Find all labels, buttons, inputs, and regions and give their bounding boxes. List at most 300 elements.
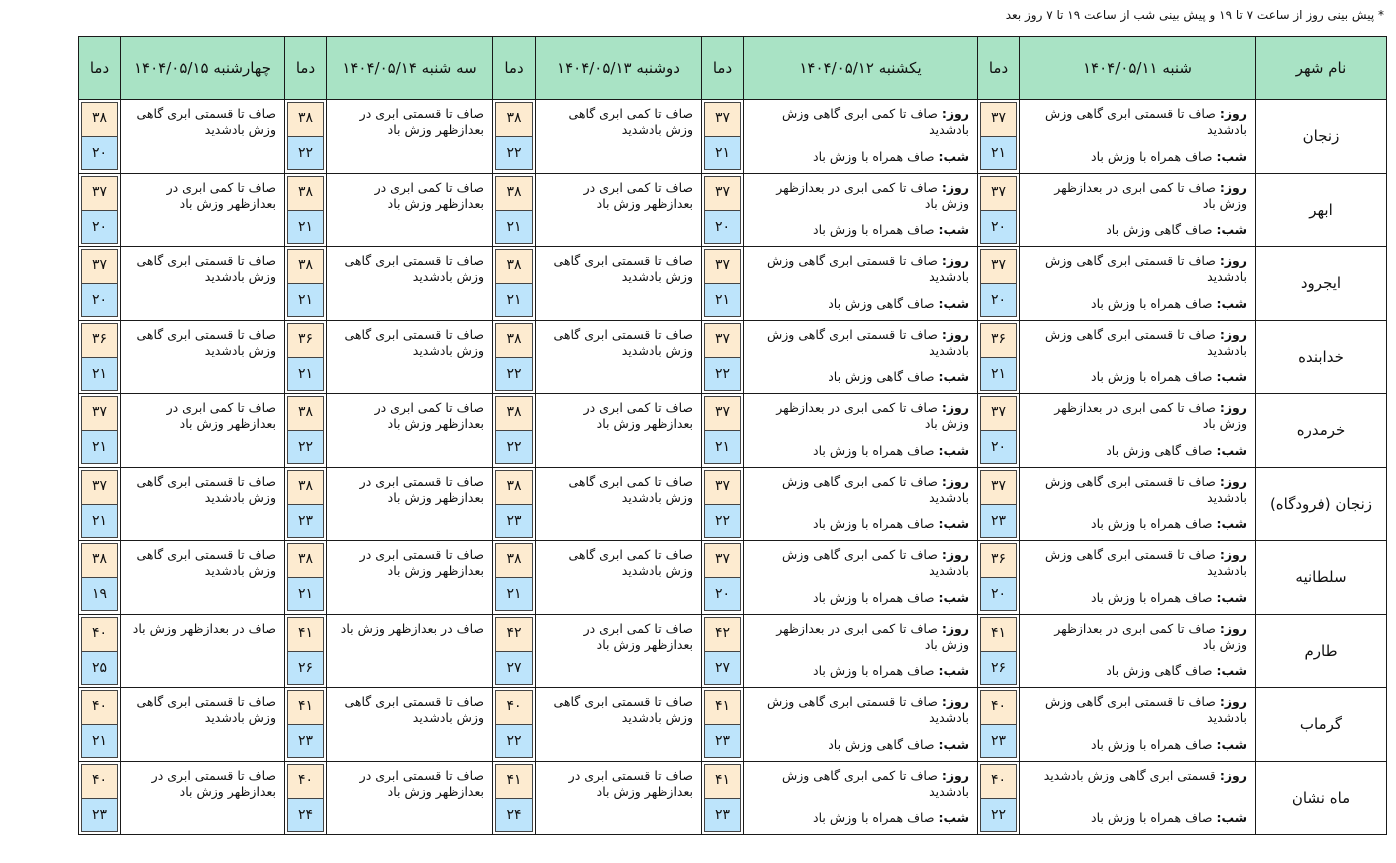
d5-temperature (79, 247, 121, 321)
d3-forecast (536, 467, 702, 541)
min-temp: ۲۱ (81, 504, 118, 538)
min-temp: ۲۱ (287, 210, 324, 244)
d1-forecast (1020, 614, 1256, 688)
day-label: روز: (1219, 473, 1247, 489)
night-text: صاف همراه با وزش باد (813, 442, 935, 458)
day2-temp-header: دما (702, 37, 744, 100)
min-temp: ۲۱ (980, 136, 1017, 170)
min-temp: ۲۰ (980, 210, 1017, 244)
forecast-text: صاف تا کمی ابری گاهی وزش بادشدید (568, 547, 693, 578)
max-temp: ۳۸ (287, 102, 324, 136)
max-temp: ۴۰ (81, 690, 118, 724)
temperature-box (79, 762, 120, 834)
night-label: شب: (938, 369, 969, 384)
min-temp: ۲۲ (704, 504, 741, 538)
max-temp: ۳۸ (287, 396, 324, 430)
d4-temperature (285, 467, 327, 541)
night-forecast (752, 369, 969, 385)
temperature-box (702, 394, 743, 466)
day-label: روز: (941, 620, 969, 636)
d5-temperature (79, 761, 121, 835)
d3-forecast (536, 100, 702, 174)
temperature-box (79, 688, 120, 760)
city-name: ایجرود (1256, 247, 1387, 321)
temperature-box (978, 394, 1019, 466)
max-temp: ۴۰ (980, 764, 1017, 798)
day-label: روز: (1219, 694, 1247, 709)
night-label: شب: (938, 295, 969, 311)
temperature-box (493, 394, 535, 466)
night-text: صاف گاهی وزش باد (828, 295, 935, 311)
day-text: صاف تا کمی ابری در بعدازظهر وزش باد (1054, 179, 1247, 211)
header-row (79, 37, 1387, 100)
forecast-text: صاف تا قسمتی ابری گاهی وزش بادشدید (553, 326, 693, 358)
d4-temperature (285, 100, 327, 174)
forecast-text: صاف تا قسمتی ابری در بعدازظهر وزش باد (359, 473, 484, 505)
d2-forecast (744, 541, 978, 615)
max-temp: ۳۸ (495, 249, 533, 283)
min-temp: ۲۱ (81, 724, 118, 758)
min-temp: ۲۱ (495, 210, 533, 244)
d5-temperature (79, 100, 121, 174)
d2-temperature (702, 100, 744, 174)
table-row (79, 688, 1387, 762)
d1-temperature (978, 394, 1020, 468)
max-temp: ۳۸ (287, 543, 324, 577)
temperature-box (79, 100, 120, 172)
day5-header: چهارشنبه ۱۴۰۴/۰۵/۱۵ (121, 37, 285, 100)
night-text: صاف همراه با وزش باد (813, 810, 935, 825)
temperature-box (702, 468, 743, 540)
night-forecast (752, 810, 969, 826)
night-text: صاف گاهی وزش باد (828, 736, 935, 752)
day-label: روز: (941, 106, 969, 121)
d3-temperature (493, 394, 536, 468)
forecast-text: صاف تا کمی ابری در بعدازظهر وزش باد (374, 400, 484, 431)
d1-temperature (978, 320, 1020, 394)
night-label: شب: (1216, 663, 1247, 678)
d5-forecast (121, 761, 285, 835)
d2-forecast (744, 394, 978, 468)
d2-temperature (702, 173, 744, 247)
min-temp: ۲۱ (704, 430, 741, 464)
day-text: قسمتی ابری گاهی وزش بادشدید (1043, 767, 1216, 783)
day-text: صاف تا کمی ابری گاهی وزش بادشدید (781, 106, 969, 137)
forecast-text: صاف تا قسمتی ابری گاهی وزش بادشدید (136, 473, 276, 505)
day4-header: سه شنبه ۱۴۰۴/۰۵/۱۴ (327, 37, 493, 100)
forecast-table-wrapper (78, 36, 1386, 835)
table-row (79, 320, 1387, 394)
day-text: صاف تا قسمتی ابری گاهی وزش بادشدید (1045, 326, 1247, 358)
night-text: صاف همراه با وزش باد (1091, 516, 1213, 531)
max-temp: ۴۱ (980, 617, 1017, 651)
max-temp: ۳۶ (980, 543, 1017, 577)
table-row (79, 173, 1387, 247)
night-text: صاف همراه با وزش باد (813, 663, 935, 678)
day-label: روز: (941, 473, 969, 489)
night-forecast (1028, 149, 1247, 165)
day-label: روز: (1219, 106, 1247, 121)
d5-forecast (121, 467, 285, 541)
d5-temperature (79, 394, 121, 468)
temperature-box (978, 688, 1019, 760)
min-temp: ۲۳ (287, 724, 324, 758)
temperature-box (702, 247, 743, 319)
d1-forecast (1020, 467, 1256, 541)
temperature-box (285, 174, 326, 246)
temperature-box (285, 688, 326, 760)
night-label: شب: (938, 736, 969, 752)
day-forecast (1028, 327, 1247, 359)
temperature-box (493, 174, 535, 246)
day-forecast (1028, 180, 1247, 212)
forecast-text: صاف تا کمی ابری گاهی وزش بادشدید (568, 106, 693, 137)
night-label: شب: (1216, 442, 1247, 458)
max-temp: ۳۸ (287, 249, 324, 283)
d2-temperature (702, 247, 744, 321)
d4-temperature (285, 247, 327, 321)
min-temp: ۲۲ (704, 357, 741, 391)
city-name: خرمدره (1256, 394, 1387, 468)
min-temp: ۲۲ (287, 136, 324, 170)
max-temp: ۳۷ (980, 102, 1017, 136)
max-temp: ۳۷ (704, 543, 741, 577)
forecast-note: * پیش بینی روز از ساعت ۷ تا ۱۹ و پیش بینی شب از ساعت ۱۹ تا ۷ روز بعد (1005, 8, 1384, 22)
d2-temperature (702, 394, 744, 468)
max-temp: ۴۰ (495, 690, 533, 724)
temperature-box (285, 468, 326, 540)
d5-temperature (79, 614, 121, 688)
min-temp: ۲۰ (704, 210, 741, 244)
max-temp: ۳۷ (81, 396, 118, 430)
night-forecast (752, 296, 969, 312)
d3-forecast (536, 688, 702, 762)
day1-header: شنبه ۱۴۰۴/۰۵/۱۱ (1020, 37, 1256, 100)
d3-temperature (493, 173, 536, 247)
max-temp: ۴۰ (980, 690, 1017, 724)
min-temp: ۲۲ (980, 798, 1017, 832)
max-temp: ۴۲ (704, 617, 741, 651)
table-row (79, 541, 1387, 615)
day-forecast (752, 327, 969, 359)
table-row (79, 100, 1387, 174)
min-temp: ۲۲ (495, 430, 533, 464)
d5-forecast (121, 320, 285, 394)
d3-temperature (493, 761, 536, 835)
min-temp: ۲۳ (287, 504, 324, 538)
d2-forecast (744, 247, 978, 321)
max-temp: ۴۰ (287, 764, 324, 798)
d1-temperature (978, 247, 1020, 321)
night-forecast (752, 516, 969, 532)
day-text: صاف تا قسمتی ابری گاهی وزش بادشدید (767, 326, 969, 358)
max-temp: ۳۶ (81, 323, 118, 357)
max-temp: ۴۱ (704, 690, 741, 724)
temperature-box (79, 541, 120, 613)
d4-forecast (327, 688, 493, 762)
city-name: سلطانیه (1256, 541, 1387, 615)
night-text: صاف همراه با وزش باد (813, 589, 935, 605)
max-temp: ۳۷ (81, 470, 118, 504)
d3-forecast (536, 541, 702, 615)
d1-forecast (1020, 394, 1256, 468)
min-temp: ۲۰ (81, 210, 118, 244)
min-temp: ۲۴ (287, 798, 324, 832)
d1-forecast (1020, 173, 1256, 247)
day-forecast (752, 694, 969, 726)
night-forecast (752, 663, 969, 679)
d1-temperature (978, 173, 1020, 247)
temperature-box (285, 100, 326, 172)
max-temp: ۳۷ (81, 249, 118, 283)
d5-temperature (79, 541, 121, 615)
temperature-box (79, 247, 120, 319)
max-temp: ۴۱ (287, 617, 324, 651)
day-text: صاف تا قسمتی ابری گاهی وزش بادشدید (1045, 106, 1247, 137)
forecast-text: صاف تا کمی ابری در بعدازظهر وزش باد (583, 179, 693, 211)
day-forecast (1028, 474, 1247, 506)
d3-forecast (536, 394, 702, 468)
d4-forecast (327, 761, 493, 835)
day-text: صاف تا کمی ابری در بعدازظهر وزش باد (776, 400, 969, 431)
forecast-text: صاف تا قسمتی ابری گاهی وزش بادشدید (344, 694, 484, 725)
night-label: شب: (938, 589, 969, 605)
min-temp: ۲۰ (81, 136, 118, 170)
night-label: شب: (938, 442, 969, 458)
temperature-box (978, 321, 1019, 393)
temperature-box (493, 762, 535, 834)
d4-temperature (285, 541, 327, 615)
night-forecast (1028, 369, 1247, 385)
d2-temperature (702, 614, 744, 688)
night-text: صاف گاهی وزش باد (828, 369, 935, 384)
temperature-box (285, 321, 326, 393)
d2-temperature (702, 688, 744, 762)
d4-forecast (327, 173, 493, 247)
night-text: صاف گاهی وزش باد (1106, 442, 1213, 458)
day-forecast (752, 621, 969, 653)
d3-forecast (536, 247, 702, 321)
forecast-text: صاف تا قسمتی ابری در بعدازظهر وزش باد (359, 547, 484, 578)
temperature-box (79, 321, 120, 393)
table-row (79, 467, 1387, 541)
min-temp: ۲۶ (980, 651, 1017, 685)
night-label: شب: (938, 516, 969, 531)
d3-temperature (493, 688, 536, 762)
temperature-box (79, 468, 120, 540)
day-forecast (1028, 253, 1247, 285)
night-label: شب: (938, 810, 969, 825)
d4-forecast (327, 320, 493, 394)
d4-temperature (285, 614, 327, 688)
day-forecast (1028, 547, 1247, 579)
d1-forecast (1020, 541, 1256, 615)
d5-temperature (79, 320, 121, 394)
min-temp: ۲۰ (980, 430, 1017, 464)
day-label: روز: (941, 179, 969, 195)
d4-temperature (285, 173, 327, 247)
day-label: روز: (1219, 326, 1247, 342)
forecast-text: صاف تا قسمتی ابری در بعدازظهر وزش باد (359, 106, 484, 137)
min-temp: ۲۵ (81, 651, 118, 685)
day-text: صاف تا قسمتی ابری گاهی وزش بادشدید (1045, 253, 1247, 284)
max-temp: ۳۸ (495, 176, 533, 210)
d3-temperature (493, 247, 536, 321)
max-temp: ۳۸ (495, 543, 533, 577)
day-label: روز: (941, 253, 969, 268)
day-forecast (1028, 621, 1247, 653)
min-temp: ۲۱ (81, 430, 118, 464)
city-name: خدابنده (1256, 320, 1387, 394)
min-temp: ۲۲ (495, 724, 533, 758)
min-temp: ۲۰ (81, 283, 118, 317)
temperature-box (702, 688, 743, 760)
max-temp: ۴۱ (495, 764, 533, 798)
d2-forecast (744, 467, 978, 541)
min-temp: ۲۱ (287, 283, 324, 317)
d5-temperature (79, 688, 121, 762)
night-text: صاف همراه با وزش باد (1091, 589, 1213, 605)
d2-forecast (744, 100, 978, 174)
d2-temperature (702, 320, 744, 394)
day3-header: دوشنبه ۱۴۰۴/۰۵/۱۳ (536, 37, 702, 100)
night-forecast (752, 737, 969, 753)
night-label: شب: (1216, 516, 1247, 531)
max-temp: ۴۱ (287, 690, 324, 724)
city-name: طارم (1256, 614, 1387, 688)
forecast-table (78, 36, 1387, 835)
day-label: روز: (941, 547, 969, 562)
min-temp: ۲۷ (704, 651, 741, 685)
day-text: صاف تا کمی ابری در بعدازظهر وزش باد (776, 620, 969, 652)
night-forecast (1028, 590, 1247, 606)
min-temp: ۲۷ (495, 651, 533, 685)
min-temp: ۲۱ (287, 577, 324, 611)
day-forecast (1028, 768, 1247, 784)
max-temp: ۳۶ (980, 323, 1017, 357)
max-temp: ۳۷ (980, 176, 1017, 210)
min-temp: ۲۱ (81, 357, 118, 391)
night-text: صاف همراه با وزش باد (1091, 810, 1213, 825)
d5-forecast (121, 247, 285, 321)
day-forecast (1028, 106, 1247, 138)
min-temp: ۲۱ (980, 357, 1017, 391)
forecast-text: صاف تا قسمتی ابری گاهی وزش بادشدید (136, 547, 276, 578)
day1-temp-header: دما (978, 37, 1020, 100)
temperature-box (493, 615, 535, 687)
max-temp: ۳۷ (704, 323, 741, 357)
max-temp: ۳۸ (287, 176, 324, 210)
day-text: صاف تا کمی ابری در بعدازظهر وزش باد (1054, 400, 1247, 431)
min-temp: ۲۱ (704, 136, 741, 170)
d1-forecast (1020, 247, 1256, 321)
night-text: صاف گاهی وزش باد (1106, 222, 1213, 237)
city-header: نام شهر (1256, 37, 1387, 100)
temperature-box (978, 615, 1019, 687)
day-forecast (1028, 400, 1247, 432)
d1-temperature (978, 761, 1020, 835)
forecast-text: صاف تا قسمتی ابری در بعدازظهر وزش باد (359, 767, 484, 799)
night-text: صاف همراه با وزش باد (1091, 295, 1213, 311)
night-text: صاف همراه با وزش باد (813, 222, 935, 237)
temperature-box (285, 394, 326, 466)
d3-forecast (536, 614, 702, 688)
night-forecast (1028, 810, 1247, 826)
min-temp: ۲۴ (495, 798, 533, 832)
night-label: شب: (1216, 369, 1247, 384)
d5-forecast (121, 688, 285, 762)
temperature-box (493, 541, 535, 613)
min-temp: ۲۳ (495, 504, 533, 538)
d4-forecast (327, 247, 493, 321)
max-temp: ۳۸ (495, 396, 533, 430)
d5-temperature (79, 173, 121, 247)
night-forecast (1028, 296, 1247, 312)
night-label: شب: (938, 222, 969, 237)
night-label: شب: (938, 663, 969, 678)
d1-temperature (978, 541, 1020, 615)
city-name: ماه نشان (1256, 761, 1387, 835)
day-text: صاف تا کمی ابری گاهی وزش بادشدید (781, 547, 969, 578)
d2-temperature (702, 541, 744, 615)
day-label: روز: (941, 326, 969, 342)
d4-temperature (285, 394, 327, 468)
temperature-box (702, 615, 743, 687)
forecast-text: صاف تا قسمتی ابری در بعدازظهر وزش باد (151, 767, 276, 799)
temperature-box (978, 541, 1019, 613)
night-text: صاف همراه با وزش باد (1091, 148, 1213, 164)
night-forecast (752, 590, 969, 606)
min-temp: ۲۱ (287, 357, 324, 391)
min-temp: ۲۱ (495, 577, 533, 611)
city-name: گرماب (1256, 688, 1387, 762)
max-temp: ۳۷ (81, 176, 118, 210)
max-temp: ۴۱ (704, 764, 741, 798)
day-forecast (752, 180, 969, 212)
d3-forecast (536, 761, 702, 835)
d3-temperature (493, 320, 536, 394)
day3-temp-header: دما (493, 37, 536, 100)
night-label: شب: (1216, 295, 1247, 311)
day-label: روز: (1219, 253, 1247, 268)
night-label: شب: (1216, 736, 1247, 752)
temperature-box (978, 468, 1019, 540)
day2-header: یکشنبه ۱۴۰۴/۰۵/۱۲ (744, 37, 978, 100)
day-text: صاف تا قسمتی ابری گاهی وزش بادشدید (767, 253, 969, 284)
city-name: ابهر (1256, 173, 1387, 247)
max-temp: ۴۰ (81, 617, 118, 651)
d2-forecast (744, 688, 978, 762)
max-temp: ۴۰ (81, 764, 118, 798)
temperature-box (493, 100, 535, 172)
day-label: روز: (1219, 400, 1247, 415)
min-temp: ۱۹ (81, 577, 118, 611)
forecast-text: صاف در بعدازظهر وزش باد (340, 620, 484, 636)
table-row (79, 247, 1387, 321)
min-temp: ۲۰ (980, 577, 1017, 611)
night-label: شب: (1216, 589, 1247, 605)
d3-forecast (536, 320, 702, 394)
min-temp: ۲۲ (495, 357, 533, 391)
night-text: صاف همراه با وزش باد (1091, 736, 1213, 752)
day-label: روز: (1219, 620, 1247, 636)
forecast-text: صاف تا قسمتی ابری گاهی وزش بادشدید (344, 326, 484, 358)
d4-forecast (327, 394, 493, 468)
night-text: صاف گاهی وزش باد (1106, 663, 1213, 678)
forecast-text: صاف در بعدازظهر وزش باد (132, 620, 276, 636)
d5-temperature (79, 467, 121, 541)
day5-temp-header: دما (79, 37, 121, 100)
